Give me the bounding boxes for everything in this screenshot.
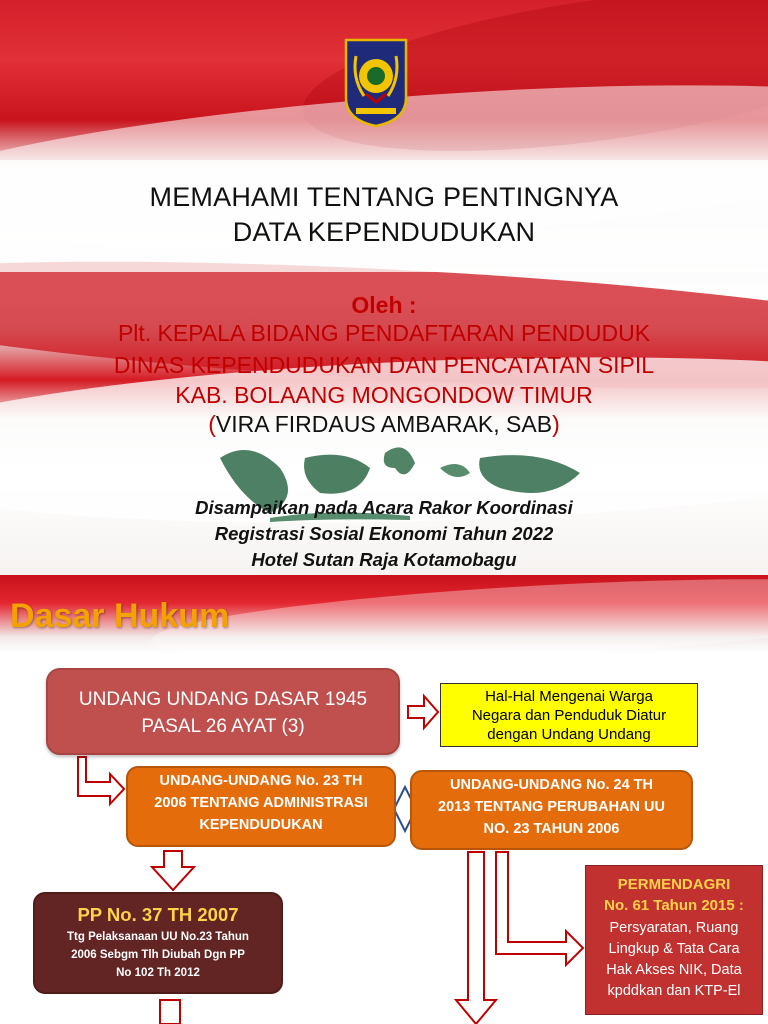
- paren-open: (: [208, 411, 216, 437]
- slide-title-line1: MEMAHAMI TENTANG PENTINGNYA: [149, 182, 619, 212]
- perm-line4: kpddkan dan KTP-El: [607, 983, 741, 999]
- law-24-2013-box: [410, 770, 693, 850]
- pp-line3: No 102 Th 2012: [116, 967, 200, 979]
- pp-line2: 2006 Sebgm Tlh Diubah Dgn PP: [71, 949, 245, 961]
- author-line: [0, 411, 768, 438]
- law23-line2: 2006 TENTANG ADMINISTRASI: [154, 795, 368, 811]
- perm-title-line2: No. 61 Tahun 2015 :: [604, 897, 744, 914]
- law24-line1: UNDANG-UNDANG No. 24 TH: [450, 777, 653, 793]
- note-line1: Hal-Hal Mengenai Warga: [485, 688, 653, 705]
- author-name: VIRA FIRDAUS AMBARAK, SAB: [215, 411, 553, 437]
- law24-line2: 2013 TENTANG PERUBAHAN UU: [438, 799, 665, 815]
- perm-line3: Hak Akses NIK, Data: [606, 962, 742, 978]
- legal-basis-slide: [0, 575, 768, 1024]
- pp-line1: Ttg Pelaksanaan UU No.23 Tahun: [67, 931, 249, 943]
- pp-title: PP No. 37 TH 2007: [77, 904, 239, 925]
- perm-title-line1: PERMENDAGRI: [617, 876, 731, 893]
- presented-line2: Registrasi Sosial Ekonomi Tahun 2022: [214, 523, 554, 544]
- permendagri-box: [585, 865, 763, 1015]
- constitution-line2: PASAL 26 AYAT (3): [141, 716, 305, 737]
- pp-description: [35, 928, 281, 982]
- slide-heading: Dasar Hukum: [10, 597, 230, 635]
- position-line1: Plt. KEPALA BIDANG PENDAFTARAN PENDUDUK: [117, 320, 651, 346]
- perm-line1: Persyaratan, Ruang: [609, 920, 739, 936]
- note-line3: dengan Undang Undang: [487, 726, 651, 743]
- position-line2: DINAS KEPENDUDUKAN DAN PENCATATAN SIPIL: [113, 352, 655, 378]
- law23-line3: KEPENDUDUKAN: [199, 817, 323, 833]
- position-line3: KAB. BOLAANG MONGONDOW TIMUR: [175, 382, 593, 408]
- presented-line1: Disampaikan pada Acara Rakor Koordinasi: [195, 497, 573, 518]
- law24-line3: NO. 23 TAHUN 2006: [483, 821, 620, 837]
- slide-title-line2: DATA KEPENDUDUKAN: [232, 217, 536, 247]
- title-band: [0, 160, 768, 272]
- perm-line2: Lingkup & Tata Cara: [608, 941, 740, 957]
- presented-line3: Hotel Sutan Raja Kotamobagu: [251, 549, 517, 570]
- paren-close: ): [552, 411, 560, 437]
- garuda-emblem-icon: [342, 36, 410, 128]
- permendagri-title: [586, 874, 762, 916]
- constitution-box: [46, 668, 400, 755]
- law-23-2006-box: [126, 766, 396, 847]
- note-box: [440, 683, 698, 747]
- law23-line1: UNDANG-UNDANG No. 23 TH: [159, 773, 363, 789]
- by-label: Oleh :: [351, 292, 417, 318]
- constitution-line1: UNDANG UNDANG DASAR 1945: [78, 689, 368, 710]
- note-line2: Negara dan Penduduk Diatur: [471, 707, 667, 724]
- government-regulation-box: [33, 892, 283, 994]
- permendagri-description: [586, 918, 762, 1002]
